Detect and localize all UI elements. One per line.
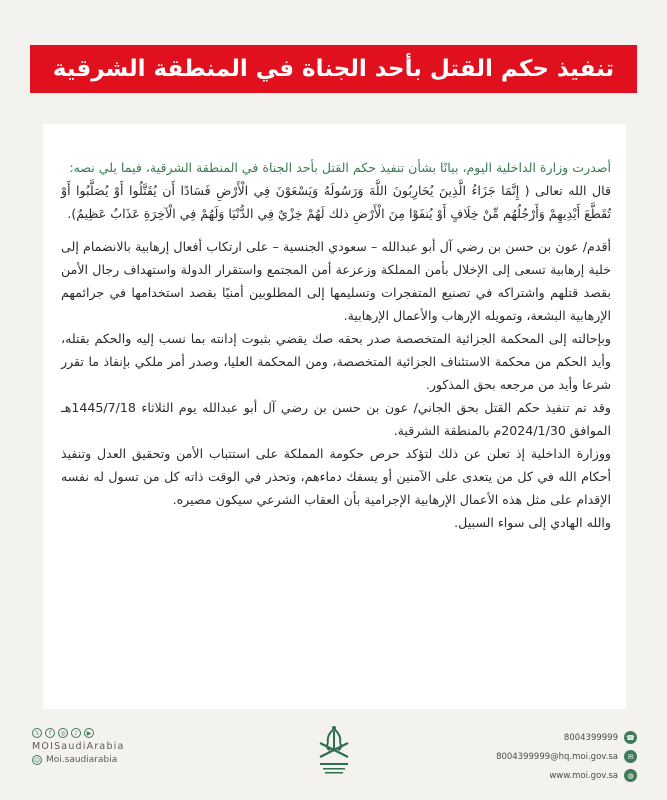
contact-info xyxy=(496,728,637,785)
quran-verse: قال الله تعالى ( إِنَّمَا جَزَاءُ الَّذِينَ يُحَارِبُونَ اللَّهَ وَرَسُولَهُ وَيَسْعَوْنَ فِي الْأَرْضِ فَسَادًا أَن يُقَتَّلُوا أَوْ يُصَلَّبُوا أَوْ تُقَطَّعَ أَيْدِيهِمْ وَأَرْجُلُهُم مِّنْ خِلَافٍ أَوْ يُنفَوْا مِنَ الْأَرْضِ ذلك لَهُمْ خِزْيٌ فِي الدُّنْيَا وَلَهُمْ فِي الْآخِرَةِ عَذَابٌ عَظِيمٌ). xyxy=(61,183,611,221)
court-paragraph: وبإحالته إلى المحكمة الجزائية المتخصصة صدر بحقه صك يقضي بثبوت إدانته بما نسب إليه والحكم بقتله، وأيد الحكم من محكمة الاستئناف الجزائية المتخصصة، ومن المحكمة العليا، وصدر أمر ملكي بإنفاذ ما تقرر شرعا وأيد من مرجعه بحق المذكور. xyxy=(61,331,611,392)
footer xyxy=(0,718,667,800)
youtube-icon[interactable]: ▶ xyxy=(84,728,94,738)
phone-icon: ☎ xyxy=(624,731,637,744)
article-intro: أصدرت وزارة الداخلية اليوم، بيانًا بشأن تنفيذ حكم القتل بأحد الجناة في المنطقة الشرقية، فيما يلي نصه: xyxy=(69,160,611,175)
crime-paragraph: أقدم/ عون بن حسن بن رضي آل أبو عبدالله – سعودي الجنسية – على ارتكاب أفعال إرهابية بالانضمام إلى خلية إرهابية تسعى إلى الإخلال بأمن المملكة وزعزعة أمن المجتمع واستقرار الدولة واستهداف رجال الأمن بقصد قتلهم واشتراكه في تصنيع المتفجرات وتسليمها إلى المطلوبين أمنيًا بقصد استخدامها في جرائمهم الإرهابية البشعة، وتمويله الإرهاب والأعمال الإرهابية. xyxy=(61,239,611,323)
email-icon: ✉ xyxy=(624,750,637,763)
snapchat-icon[interactable]: ☺ xyxy=(33,756,41,764)
page-title: تنفيذ حكم القتل بأحد الجناة في المنطقة الشرقية xyxy=(30,45,637,93)
facebook-icon[interactable]: f xyxy=(45,728,55,738)
website-link[interactable]: www.moi.gov.sa xyxy=(549,770,618,781)
tiktok-icon[interactable]: ♪ xyxy=(71,728,81,738)
globe-icon: ◍ xyxy=(624,769,637,782)
snapchat-handle[interactable]: Moi.saudiarabia xyxy=(46,755,118,765)
article-body xyxy=(43,124,626,709)
instagram-icon[interactable]: ◎ xyxy=(58,728,68,738)
x-icon[interactable]: 𝕏 xyxy=(32,728,42,738)
social-links xyxy=(32,728,125,765)
execution-paragraph: وقد تم تنفيذ حكم القتل بحق الجاني/ عون بن حسن بن رضي آل أبو عبدالله يوم الثلاثاء 1445/7/18هـ الموافق 2024/1/30م بالمنطقة الشرقية. xyxy=(61,400,611,438)
ministry-emblem xyxy=(310,723,358,783)
phone-number[interactable]: 8004399999 xyxy=(563,732,618,743)
statement-paragraph: ووزارة الداخلية إذ تعلن عن ذلك لتؤكد حرص حكومة المملكة على استتباب الأمن وتحقيق العدل وتنفيذ أحكام الله في كل من يتعدى على الآمنين أو يسفك دماءهم، وتحذر في الوقت ذاته كل من تسول له نفسه الإقدام على مثل هذه الأعمال الإرهابية الإجرامية بأن العقاب الشرعي سيكون مصيره. xyxy=(61,446,611,507)
closing-line: والله الهادي إلى سواء السبيل. xyxy=(454,515,611,530)
email-address[interactable]: 8004399999@hq.moi.gov.sa xyxy=(496,751,618,762)
social-handle[interactable]: MOISaudiArabia xyxy=(32,741,125,752)
